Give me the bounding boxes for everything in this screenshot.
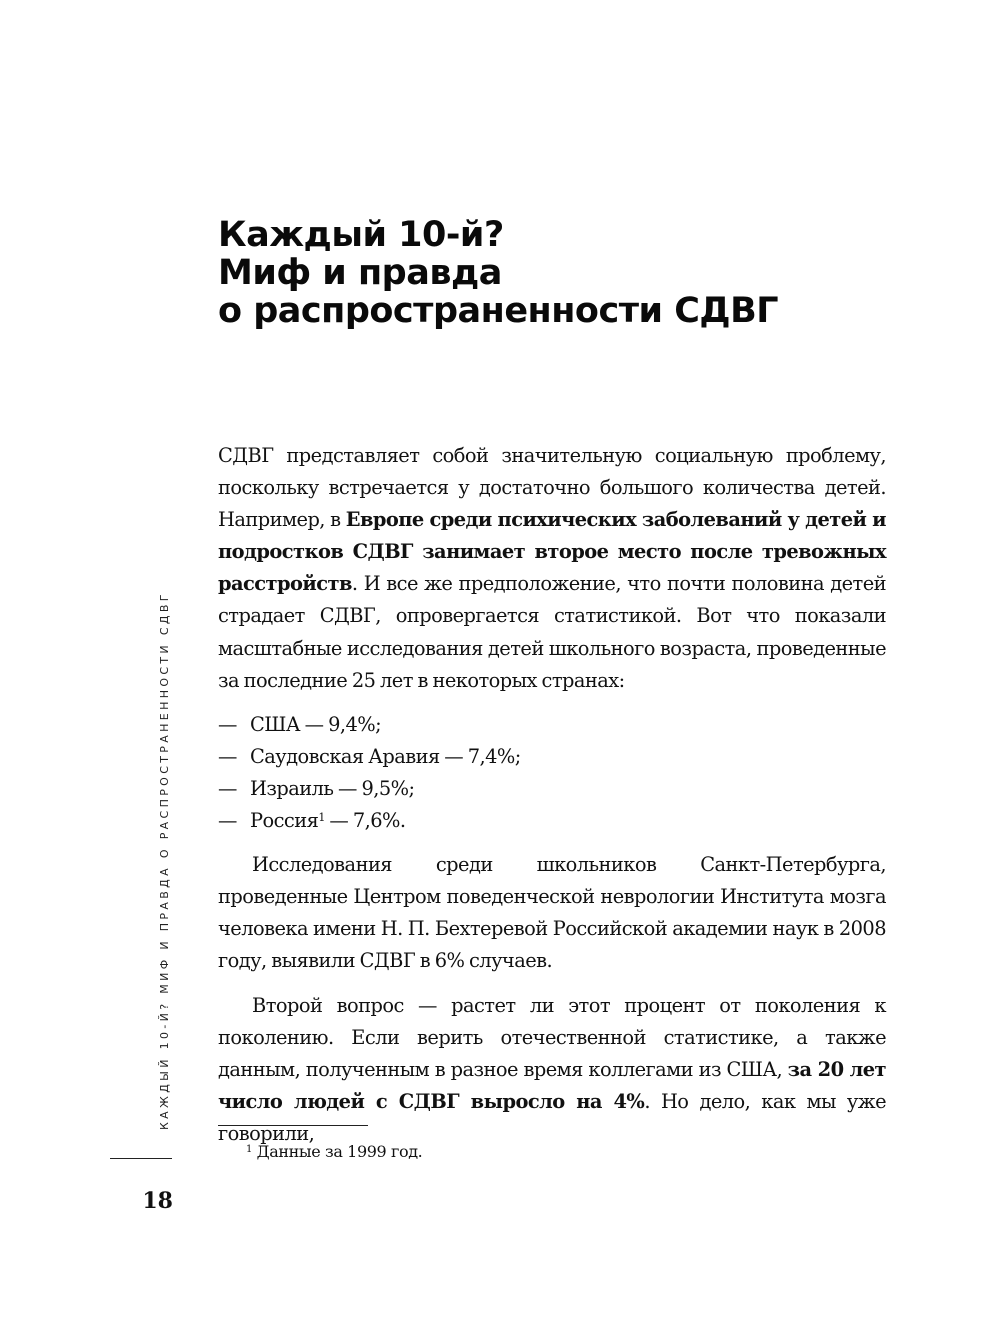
chapter-title (218, 216, 918, 330)
list-item (218, 741, 886, 773)
list-item-text: Израиль — 9,5%; (250, 776, 415, 800)
paragraph-3-bold: за 20 лет число людей с СДВГ выросло на 4% (218, 1057, 887, 1113)
footnote-ref[interactable]: 1 (318, 811, 325, 825)
paragraph-1-text: СДВГ представляет собой значительную социальную проблему, поскольку встречается у достаточно большого количества детей. Например, в (218, 444, 886, 532)
list-item (218, 709, 886, 741)
footnote (246, 1140, 422, 1164)
dash-mark: — (218, 744, 237, 768)
title-line-2: Миф и правда (218, 253, 502, 293)
paragraph-3-text: Второй вопрос — растет ли этот процент от поколения к поколению. Если верить отечественной статистике, а также данным, полученным в разное время коллегами из США, (218, 993, 886, 1081)
title-line-1: Каждый 10-й? (218, 215, 504, 255)
dash-mark: — (218, 712, 237, 736)
footnote-divider (218, 1125, 368, 1126)
paragraph-1 (218, 440, 886, 697)
running-head: КАЖДЫЙ 10-Й? МИФ И ПРАВДА О РАСПРОСТРАНЕННОСТИ СДВГ (158, 591, 171, 1130)
list-item-text: Саудовская Аравия — 7,4%; (250, 744, 521, 768)
list-item-tail: — 7,6%. (324, 809, 406, 833)
list-item-text: США — 9,4%; (250, 712, 382, 736)
list-item-text: Россия (250, 809, 319, 833)
page-number: 18 (142, 1188, 173, 1214)
body-text (218, 440, 886, 1150)
paragraph-1-bold: Европе среди психических заболеваний у детей и подростков СДВГ занимает второе место после тревожных расстройств (218, 508, 886, 596)
footnote-text: Данные за 1999 год. (256, 1142, 423, 1161)
list-item (218, 805, 886, 837)
page-number-rule (110, 1158, 172, 1159)
list-item (218, 773, 886, 805)
title-line-3: о распространенности СДВГ (218, 291, 779, 331)
paragraph-2: Исследования среди школьников Санкт-Петербурга, проведенные Центром поведенческой неврологии Института мозга человека имени Н. П. Бехтеревой Российской академии наук в 2008 году, выявили СДВГ в 6% случаев. (218, 853, 886, 973)
footnote-mark: 1 (246, 1144, 252, 1155)
dash-mark: — (218, 776, 237, 800)
dash-mark: — (218, 809, 237, 833)
paragraph-1-tail: . И все же предположение, что почти половина детей страдает СДВГ, опровергается статистикой. Вот что показали масштабные исследования детей школьного возраста, проведенные за последние 25 лет в некоторых странах: (218, 572, 886, 692)
paragraph-3-tail: . Но дело, как мы уже говорили, (218, 1089, 886, 1145)
country-list (218, 709, 886, 837)
